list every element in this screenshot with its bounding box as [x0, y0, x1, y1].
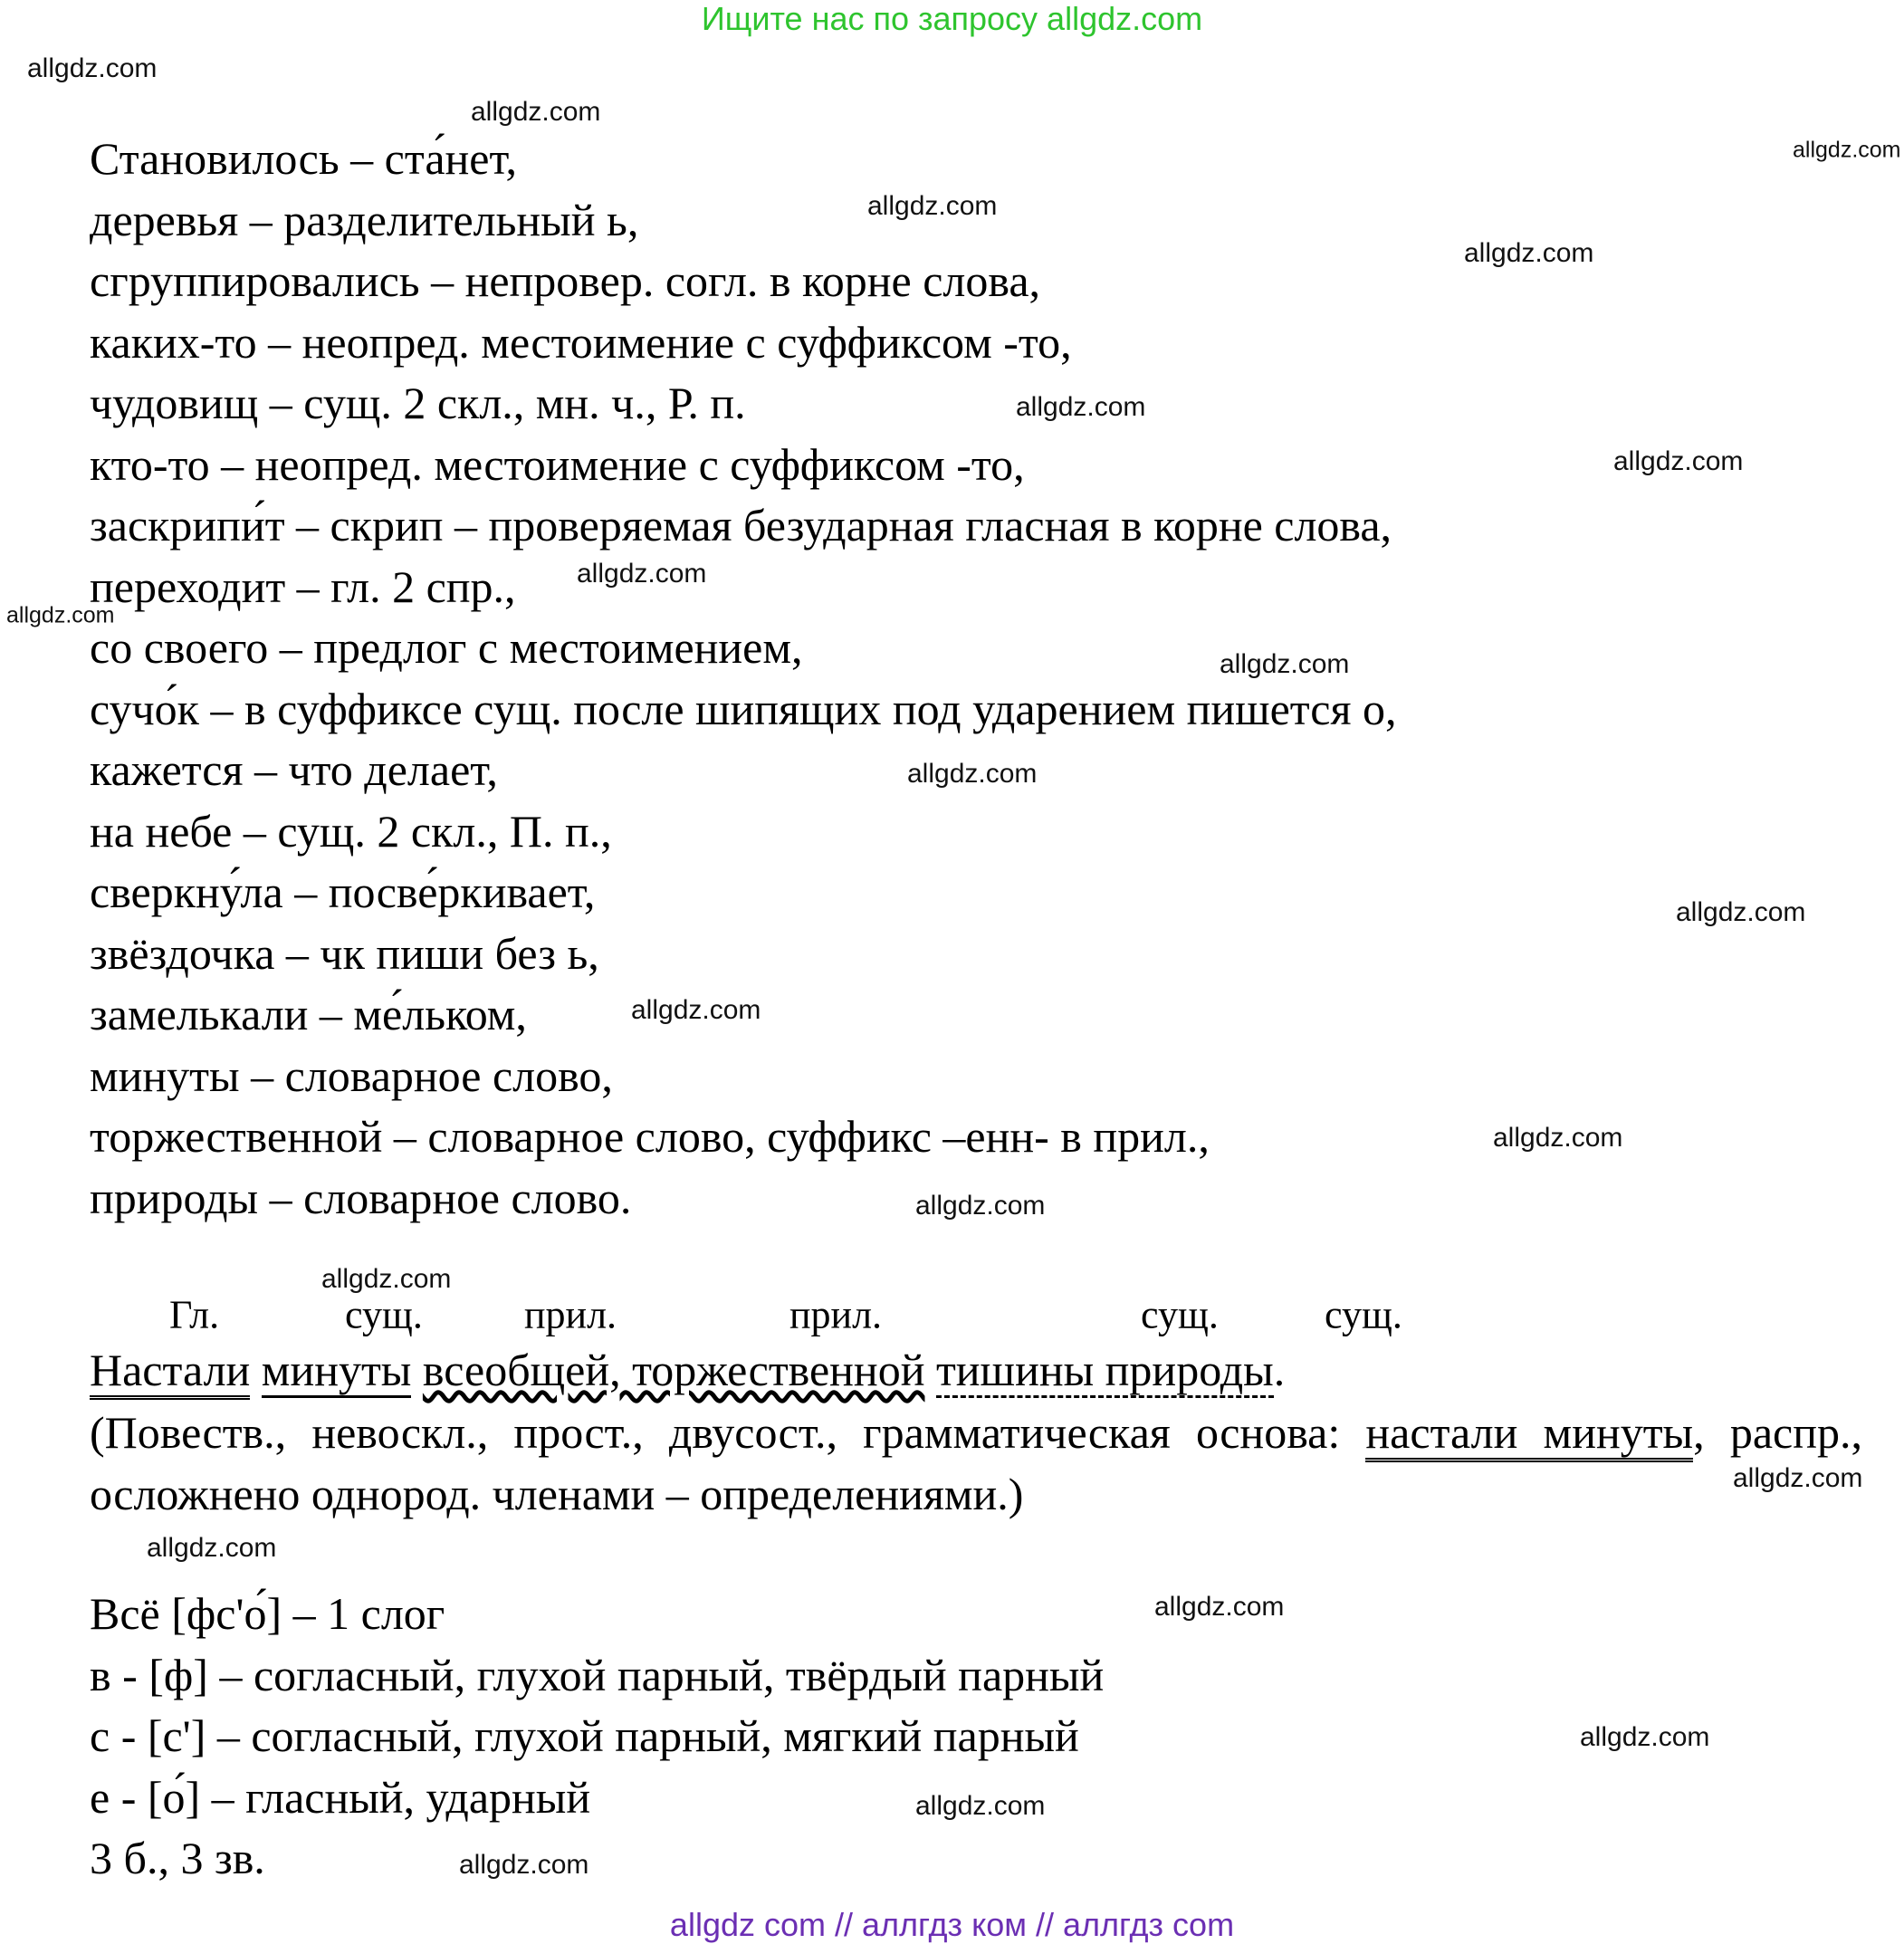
watermark: allgdz.com	[915, 1191, 1046, 1221]
list-item: кажется – что делает,	[90, 744, 498, 795]
list-item: сгруппировались – непровер. согл. в корне слова,	[90, 255, 1041, 306]
attributes: всеобщей, торжественной	[422, 1345, 925, 1395]
watermark: allgdz.com	[6, 602, 115, 628]
watermark: allgdz.com	[1016, 392, 1146, 422]
pos-label: прил.	[789, 1292, 883, 1337]
watermark: allgdz.com	[471, 97, 601, 127]
list-item: звёздочка – чк пиши без ь,	[90, 927, 599, 979]
list-item: Становилось – ста́нет,	[90, 133, 518, 184]
watermark: allgdz.com	[1613, 446, 1744, 476]
list-item: заскрипи́т – скрип – проверяемая безударная гласная в корне слова,	[90, 500, 1392, 551]
footer-banner: allgdz com // аллгдз ком // аллгдз com	[669, 1906, 1235, 1943]
grammatical-basis: настали минуты	[1365, 1407, 1693, 1462]
watermark: allgdz.com	[1676, 897, 1806, 927]
list-item: минуты – словарное слово,	[90, 1049, 613, 1101]
list-item: чудовищ – сущ. 2 скл., мн. ч., Р. п.	[90, 378, 746, 428]
watermark: allgdz.com	[147, 1533, 277, 1563]
pos-label: сущ.	[345, 1292, 423, 1337]
object: тишины природы	[936, 1345, 1274, 1398]
subject: минуты	[262, 1345, 412, 1398]
list-item: замелькали – ме́льком,	[90, 989, 527, 1039]
analysis-rest: , распр., осложнено однород. членами – определениями.)	[90, 1407, 1862, 1519]
list-item: каких-то – неопред. местоимение с суффиксом -то,	[90, 316, 1072, 368]
watermark: allgdz.com	[27, 53, 158, 83]
phonetic-line: 3 б., 3 зв.	[90, 1833, 265, 1883]
list-item: природы – словарное слово.	[90, 1172, 632, 1223]
phonetic-analysis	[90, 1584, 1104, 1890]
watermark: allgdz.com	[1580, 1722, 1710, 1752]
pos-label: сущ.	[1141, 1292, 1219, 1337]
phonetic-line: с - [с'] – согласный, глухой парный, мягкий парный	[90, 1710, 1079, 1761]
analysis-text: (Повеств., невоскл., прост., двусост., грамматическая основа:	[90, 1407, 1366, 1458]
sentence-end: .	[1273, 1345, 1286, 1395]
list-item: торжественной – словарное слово, суффикс –енн- в прил.,	[90, 1111, 1210, 1162]
list-item: на небе – сущ. 2 скл., П. п.,	[90, 805, 612, 857]
pos-label: прил.	[524, 1292, 617, 1337]
phonetic-line: е - [о́] – гласный, ударный	[90, 1771, 591, 1823]
watermark: allgdz.com	[907, 759, 1038, 789]
watermark: allgdz.com	[577, 559, 707, 589]
watermark: allgdz.com	[1464, 238, 1594, 268]
phonetic-line: в - [ф] – согласный, глухой парный, твёрдый парный	[90, 1649, 1105, 1700]
list-item: сучо́к – в суффиксе сущ. после шипящих под ударением пишется о,	[90, 683, 1397, 734]
watermark: allgdz.com	[867, 191, 998, 221]
list-item: переходит – гл. 2 спр.,	[90, 560, 516, 612]
sentence-analysis	[90, 1403, 1862, 1525]
list-item: кто-то – неопред. местоимение с суффиксом -то,	[90, 438, 1025, 490]
watermark: allgdz.com	[1154, 1592, 1285, 1622]
watermark: allgdz.com	[1220, 649, 1350, 679]
parsed-sentence	[90, 1340, 1285, 1402]
watermark: allgdz.com	[1493, 1123, 1623, 1153]
watermark: allgdz.com	[459, 1850, 589, 1880]
watermark: allgdz.com	[1793, 137, 1901, 163]
phonetic-line: Всё [фс'о́] – 1 слог	[90, 1588, 445, 1639]
header-banner: Ищите нас по запросу allgdz.com	[701, 0, 1203, 37]
watermark: allgdz.com	[915, 1791, 1046, 1821]
watermark: allgdz.com	[1733, 1463, 1863, 1493]
list-item: сверкну́ла – посве́ркивает,	[90, 867, 596, 917]
pos-label: Гл.	[169, 1292, 220, 1337]
list-item: деревья – разделительный ь,	[90, 194, 639, 245]
watermark: allgdz.com	[631, 995, 761, 1025]
pos-label: сущ.	[1325, 1292, 1402, 1337]
predicate: Настали	[90, 1345, 250, 1400]
watermark: allgdz.com	[321, 1264, 452, 1294]
spelling-list	[90, 129, 1396, 1229]
list-item: со своего – предлог с местоимением,	[90, 622, 803, 673]
